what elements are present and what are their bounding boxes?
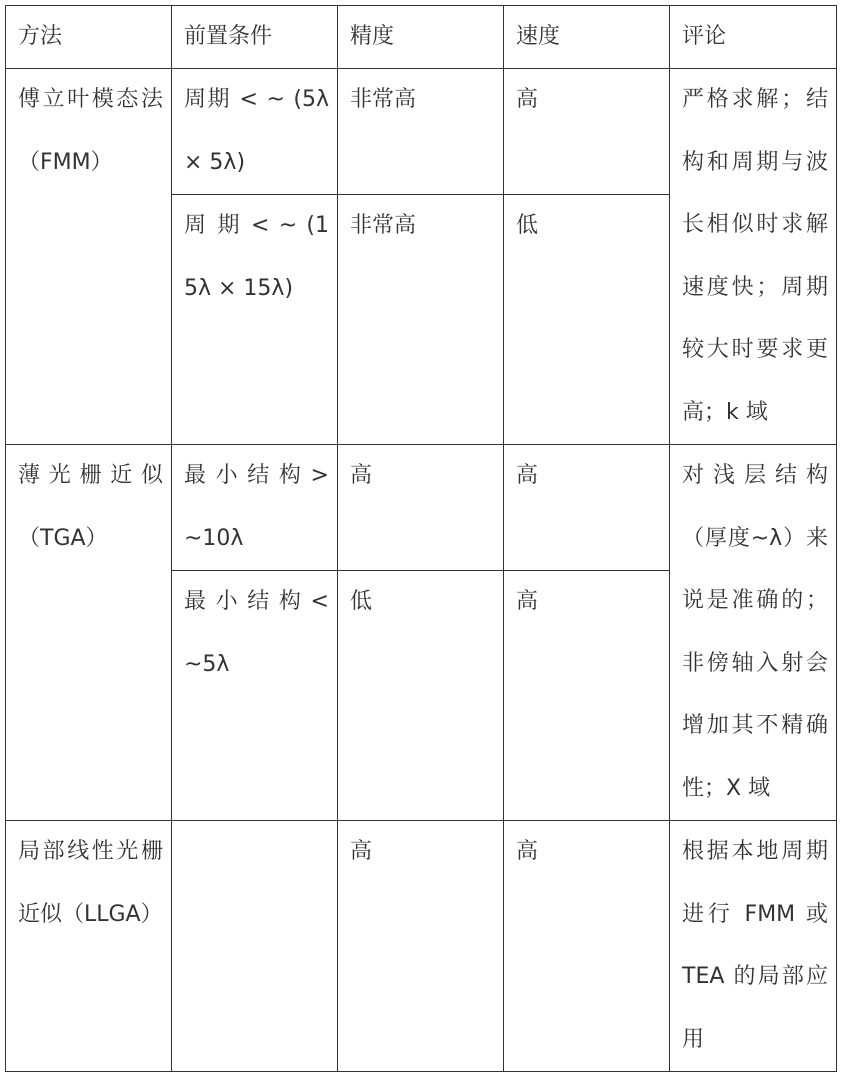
header-speed: 速度 [504, 6, 670, 69]
tga-speed-2: 高 [504, 571, 670, 821]
fmm-speed-2: 低 [504, 195, 670, 445]
tga-accuracy-1: 高 [338, 445, 504, 571]
fmm-condition-1: 周期 < ~ (5λ × 5λ) [172, 69, 338, 195]
tga-comment-cell: 对浅层结构（厚度~λ）来说是准确的；非傍轴入射会增加其不精确性；X 域 [670, 445, 837, 821]
fmm-comment-cell: 严格求解；结构和周期与波长相似时求解速度快；周期较大时要求更高；k 域 [670, 69, 837, 445]
tga-condition-2: 最 小 结 构 <~5λ [172, 571, 338, 821]
fmm-speed-1: 高 [504, 69, 670, 195]
tga-method-cell: 薄光栅近似（TGA） [6, 445, 172, 821]
header-accuracy: 精度 [338, 6, 504, 69]
llga-accuracy: 高 [338, 821, 504, 1072]
table-row [6, 69, 837, 195]
llga-speed: 高 [504, 821, 670, 1072]
header-comment: 评论 [670, 6, 837, 69]
table-row [6, 445, 837, 571]
table-header-row [6, 6, 837, 69]
header-precondition: 前置条件 [172, 6, 338, 69]
header-method: 方法 [6, 6, 172, 69]
table-row [6, 821, 837, 1072]
tga-speed-1: 高 [504, 445, 670, 571]
tga-condition-1: 最 小 结 构 >~10λ [172, 445, 338, 571]
comparison-table [5, 5, 837, 1072]
llga-condition [172, 821, 338, 1072]
fmm-accuracy-2: 非常高 [338, 195, 504, 445]
tga-accuracy-2: 低 [338, 571, 504, 821]
llga-comment-cell: 根据本地周期进行 FMM 或 TEA 的局部应用 [670, 821, 837, 1072]
fmm-accuracy-1: 非常高 [338, 69, 504, 195]
llga-method-cell: 局部线性光栅近似（LLGA） [6, 821, 172, 1072]
fmm-condition-2: 周 期 < ~ (15λ × 15λ) [172, 195, 338, 445]
fmm-method-cell: 傅立叶模态法（FMM） [6, 69, 172, 445]
